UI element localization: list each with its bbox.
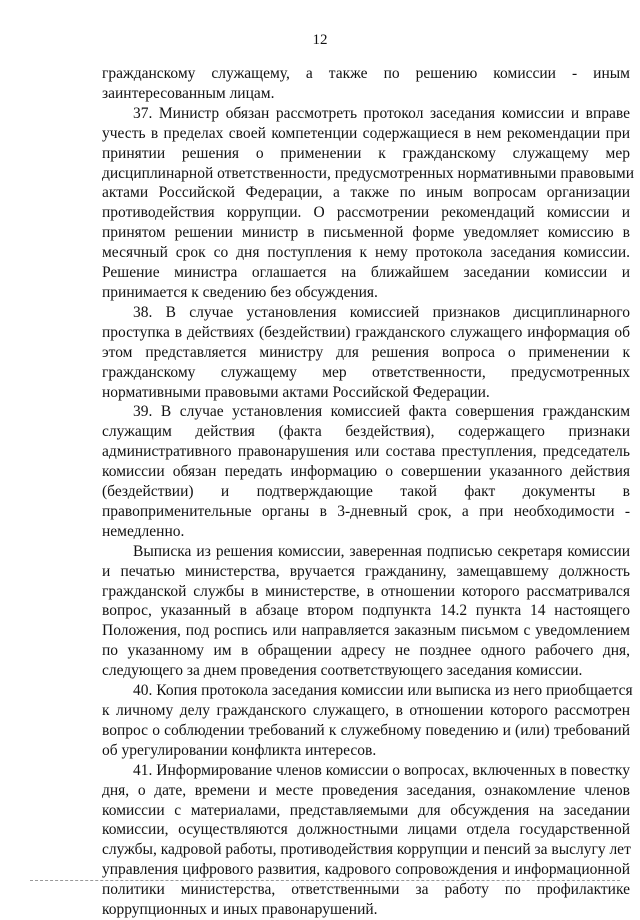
text-line: служащим действия (факта бездействия), содержащего признаки xyxy=(102,423,630,441)
text-line: учесть в пределах своей компетенции содержащиеся в нем рекомендации при xyxy=(102,124,630,142)
text-line: Выписка из решения комиссии, заверенная подписью секретаря комиссии xyxy=(133,542,630,560)
text-line: этом представляется министру для решения вопроса о применении к xyxy=(102,343,630,361)
text-line: комиссии, осуществляются должностными лицами отдела государственной xyxy=(102,821,630,839)
text-line: службы, кадровой работы, противодействия коррупции и пенсий за выслугу лет xyxy=(102,841,631,859)
text-line: дисциплинарной ответственности, предусмотренных нормативными правовыми xyxy=(102,164,635,182)
text-line: месячный срок со дня поступления к нему протокола заседания комиссии. xyxy=(102,244,630,262)
text-line: 40. Копия протокола заседания комиссии или выписка из него приобщается xyxy=(133,682,633,700)
text-line: 38. В случае установления комиссией признаков дисциплинарного xyxy=(133,303,630,321)
text-line: дня, о дате, времени и месте проведения заседания, ознакомление членов xyxy=(102,781,630,799)
paragraph-p-cont xyxy=(102,64,630,104)
text-line: управления цифрового развития, кадрового сопровождения и информационной xyxy=(102,861,630,879)
text-line: коррупционных и иных правонарушений. xyxy=(102,901,378,919)
text-line: комиссии с материалами, представляемыми для обсуждения на заседании xyxy=(102,801,630,819)
text-line: комиссии обязан передать информацию о совершении указанного действия xyxy=(102,463,630,481)
text-line: немедленно. xyxy=(102,522,185,540)
text-line: проступка в действиях (бездействии) гражданского служащего информация об xyxy=(102,323,630,341)
text-line: политики министерства, ответственными за работу по профилактике xyxy=(102,881,630,899)
text-line: актами Российской Федерации, а также по иным вопросам организации xyxy=(102,184,630,202)
paragraph-p38 xyxy=(102,303,630,403)
text-line: 41. Информирование членов комиссии о вопросах, включенных в повестку xyxy=(133,761,630,779)
text-line: Положения, под роспись или направляется заказным письмом с уведомлением xyxy=(102,622,630,640)
page-number: 12 xyxy=(312,32,328,48)
text-line: административного правонарушения или состава преступления, председатель xyxy=(102,443,630,461)
text-line: к личному делу гражданского служащего, в отношении которого рассмотрен xyxy=(102,702,630,719)
text-line: Решение министра оглашается на ближайшем заседании комиссии и xyxy=(102,264,630,282)
text-line: заинтересованным лицам. xyxy=(102,84,275,102)
paragraph-p39 xyxy=(102,402,630,541)
paragraph-p40 xyxy=(102,681,633,761)
text-line: вопрос, указанный в абзаце втором подпункта 14.2 пункта 14 настоящего xyxy=(102,602,630,620)
text-line: принятии решения о применении к гражданскому служащему мер xyxy=(102,144,630,162)
text-line: вопрос о соблюдении требований к служебному поведению и (или) требований xyxy=(102,721,630,739)
text-line: об урегулировании конфликта интересов. xyxy=(102,741,377,759)
document-body xyxy=(102,64,635,920)
text-line: принимается к сведению без обсуждения. xyxy=(102,283,378,301)
text-line: нормативными правовыми актами Российской Федерации. xyxy=(102,383,490,401)
text-line: следующего за днем проведения соответствующего заседания комиссии. xyxy=(102,662,583,680)
text-line: гражданскому служащему, а также по решению комиссии - иным xyxy=(102,65,630,82)
text-line: правоприменительные органы в 3-дневный срок, а при необходимости - xyxy=(102,502,630,520)
text-line: гражданскому служащему мер ответственности, предусмотренных xyxy=(102,363,630,381)
paragraph-p41 xyxy=(102,761,630,920)
text-line: 39. В случае установления комиссией факта совершения гражданским xyxy=(133,403,630,421)
text-line: принятом решении министр в письменной форме уведомляет комиссию в xyxy=(102,224,630,242)
paragraph-p39b xyxy=(102,542,630,681)
text-line: противодействия коррупции. О рассмотрении рекомендаций комиссии и xyxy=(102,204,630,222)
text-line: и печатью министерства, вручается гражданину, замещавшему должность xyxy=(102,562,630,580)
text-line: 37. Министр обязан рассмотреть протокол заседания комиссии и вправе xyxy=(133,104,630,122)
text-line: гражданской службы в министерстве, в отношении которого рассматривался xyxy=(102,582,630,600)
page-bottom-divider xyxy=(30,880,620,881)
paragraph-p37 xyxy=(102,104,635,303)
text-line: (бездействии) и подтверждающие такой факт документы в xyxy=(102,483,630,501)
text-line: по указанному им в обращении адресу не позднее одного рабочего дня, xyxy=(102,642,630,660)
